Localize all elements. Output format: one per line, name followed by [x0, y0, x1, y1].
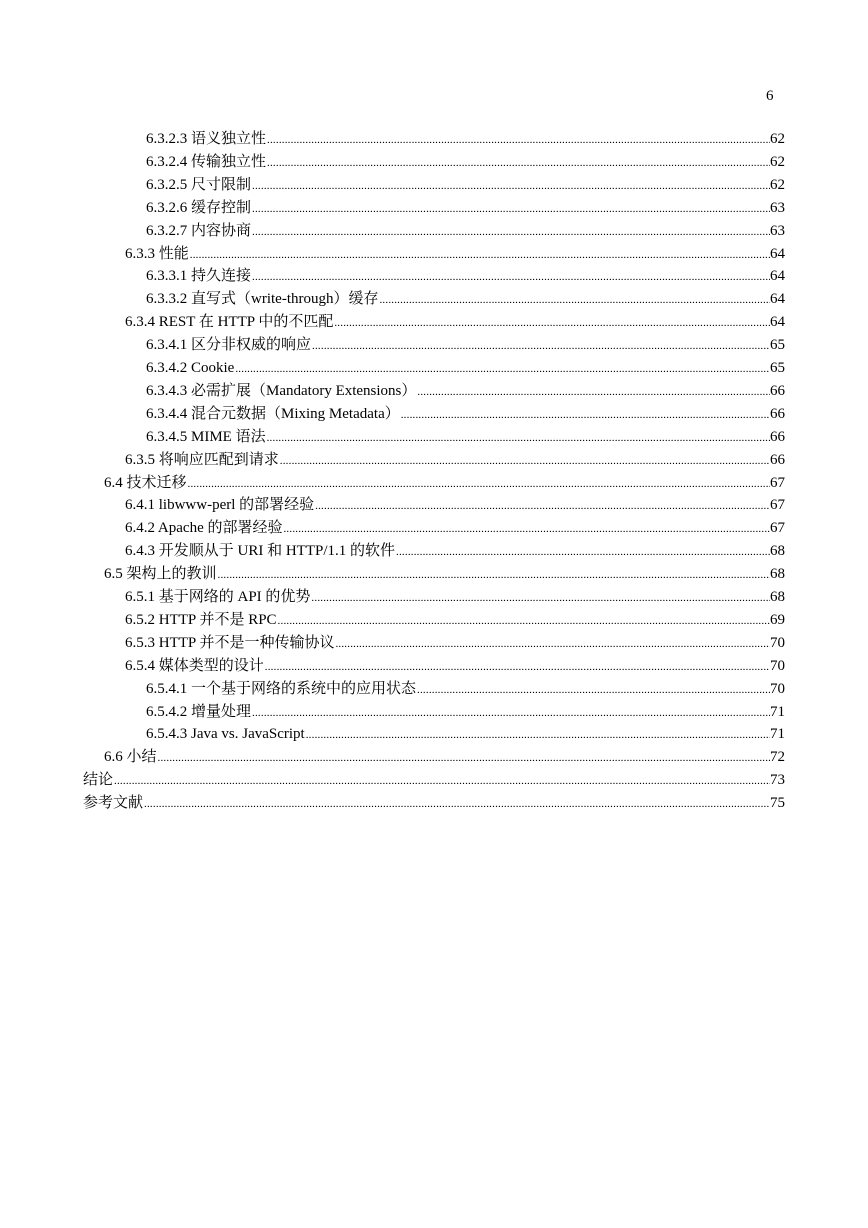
toc-entry[interactable] [104, 472, 785, 494]
toc-leader-dots [252, 175, 770, 197]
toc-entry-page: 70 [770, 681, 785, 697]
toc-leader-dots [267, 152, 770, 174]
toc-entry-page: 71 [770, 726, 785, 742]
toc-entry-title: 6.5.3 HTTP 并不是一种传输协议 [125, 635, 335, 651]
toc-leader-dots [267, 427, 770, 449]
toc-entry[interactable] [104, 746, 785, 768]
toc-entry-title: 6.3.2.6 缓存控制 [146, 200, 252, 216]
toc-entry-page: 72 [770, 749, 785, 765]
toc-leader-dots [283, 518, 770, 540]
toc-entry-page: 64 [770, 246, 785, 262]
toc-entry-title: 6.5.2 HTTP 并不是 RPC [125, 612, 277, 628]
toc-entry-page: 62 [770, 177, 785, 193]
toc-entry[interactable] [146, 380, 785, 402]
toc-leader-dots [218, 564, 770, 586]
toc-entry[interactable] [146, 334, 785, 356]
toc-leader-dots [401, 404, 770, 426]
toc-entry-page: 67 [770, 475, 785, 491]
toc-leader-dots [315, 495, 770, 517]
toc-entry-title: 6.3.4.1 区分非权威的响应 [146, 337, 312, 353]
toc-leader-dots [252, 702, 770, 724]
toc-entry-title: 6.4.1 libwww-perl 的部署经验 [125, 497, 315, 513]
toc-entry[interactable] [83, 792, 785, 814]
toc-entry[interactable] [146, 357, 785, 379]
toc-entry-page: 64 [770, 268, 785, 284]
toc-entry[interactable] [146, 678, 785, 700]
toc-leader-dots [252, 198, 770, 220]
toc-entry-page: 67 [770, 520, 785, 536]
toc-entry-title: 6.3.4.4 混合元数据（Mixing Metadata） [146, 406, 400, 422]
toc-entry-page: 64 [770, 314, 785, 330]
toc-entry[interactable] [146, 220, 785, 242]
toc-entry-page: 68 [770, 566, 785, 582]
toc-leader-dots [417, 381, 770, 403]
toc-entry[interactable] [146, 174, 785, 196]
toc-entry-page: 73 [770, 772, 785, 788]
toc-entry-title: 6.5.4 媒体类型的设计 [125, 658, 264, 674]
toc-entry[interactable] [125, 311, 785, 333]
toc-leader-dots [280, 450, 770, 472]
toc-entry-page: 62 [770, 154, 785, 170]
toc-entry-title: 6.5.4.2 增量处理 [146, 704, 252, 720]
toc-entry[interactable] [125, 586, 785, 608]
toc-entry[interactable] [146, 426, 785, 448]
toc-entry-page: 71 [770, 704, 785, 720]
toc-entry-page: 66 [770, 406, 785, 422]
toc-leader-dots [334, 312, 770, 334]
toc-leader-dots [306, 724, 770, 746]
toc-entry-title: 6.3.4.2 Cookie [146, 360, 235, 376]
toc-entry[interactable] [125, 609, 785, 631]
toc-entry[interactable] [146, 197, 785, 219]
toc-entry-page: 68 [770, 543, 785, 559]
toc-leader-dots [265, 656, 770, 678]
toc-entry-title: 6.3.4.3 必需扩展（Mandatory Extensions） [146, 383, 417, 399]
toc-entry-page: 65 [770, 360, 785, 376]
toc-leader-dots [267, 129, 770, 151]
toc-entry[interactable] [83, 769, 785, 791]
toc-leader-dots [144, 793, 770, 815]
toc-leader-dots [379, 289, 770, 311]
toc-entry[interactable] [146, 265, 785, 287]
toc-entry[interactable] [146, 723, 785, 745]
toc-leader-dots [252, 266, 770, 288]
toc-entry-title: 6.3.3.2 直写式（write-through）缓存 [146, 291, 379, 307]
toc-entry-page: 63 [770, 200, 785, 216]
toc-entry[interactable] [125, 655, 785, 677]
toc-entry-title: 6.3.4.5 MIME 语法 [146, 429, 266, 445]
toc-entry[interactable] [104, 563, 785, 585]
toc-entry-title: 参考文献 [83, 795, 144, 811]
toc-leader-dots [188, 473, 770, 495]
toc-entry[interactable] [146, 288, 785, 310]
toc-entry[interactable] [125, 243, 785, 265]
toc-entry-page: 68 [770, 589, 785, 605]
toc-entry[interactable] [125, 632, 785, 654]
toc-entry-page: 70 [770, 658, 785, 674]
toc-entry-title: 6.5.4.3 Java vs. JavaScript [146, 726, 305, 742]
toc-leader-dots [252, 221, 770, 243]
toc-entry-title: 6.3.2.5 尺寸限制 [146, 177, 252, 193]
toc-entry-title: 6.3.3.1 持久连接 [146, 268, 252, 284]
toc-entry-title: 结论 [83, 772, 114, 788]
toc-entry-page: 75 [770, 795, 785, 811]
toc-entry-page: 64 [770, 291, 785, 307]
toc-entry[interactable] [146, 403, 785, 425]
toc-entry-title: 6.4 技术迁移 [104, 475, 187, 491]
toc-entry-title: 6.5.4.1 一个基于网络的系统中的应用状态 [146, 681, 417, 697]
page-number: 6 [766, 88, 774, 104]
toc-entry-page: 62 [770, 131, 785, 147]
toc-entry-title: 6.3.4 REST 在 HTTP 中的不匹配 [125, 314, 334, 330]
toc-leader-dots [190, 244, 770, 266]
toc-entry-page: 69 [770, 612, 785, 628]
toc-entry[interactable] [125, 449, 785, 471]
toc-entry[interactable] [125, 517, 785, 539]
toc-entry-page: 70 [770, 635, 785, 651]
toc-leader-dots [312, 335, 770, 357]
toc-entry-page: 66 [770, 429, 785, 445]
toc-leader-dots [158, 747, 770, 769]
toc-entry[interactable] [125, 494, 785, 516]
toc-leader-dots [311, 587, 770, 609]
toc-leader-dots [114, 770, 770, 792]
toc-entry[interactable] [125, 540, 785, 562]
toc-entry-page: 63 [770, 223, 785, 239]
toc-leader-dots [396, 541, 770, 563]
toc-entry-title: 6.3.3 性能 [125, 246, 189, 262]
toc-entry[interactable] [146, 128, 785, 150]
toc-entry-title: 6.3.2.7 内容协商 [146, 223, 252, 239]
toc-entry-title: 6.3.2.4 传输独立性 [146, 154, 267, 170]
toc-entry-page: 65 [770, 337, 785, 353]
toc-entry-page: 66 [770, 452, 785, 468]
toc-leader-dots [335, 633, 770, 655]
toc-leader-dots [417, 679, 770, 701]
toc-entry-title: 6.4.3 开发顺从于 URI 和 HTTP/1.1 的软件 [125, 543, 396, 559]
toc-entry-title: 6.3.2.3 语义独立性 [146, 131, 267, 147]
toc-entry-title: 6.5 架构上的教训 [104, 566, 217, 582]
toc-entry[interactable] [146, 151, 785, 173]
toc-entry-title: 6.3.5 将响应匹配到请求 [125, 452, 279, 468]
toc-entry-title: 6.5.1 基于网络的 API 的优势 [125, 589, 311, 605]
toc-entry-title: 6.6 小结 [104, 749, 157, 765]
toc-entry[interactable] [146, 701, 785, 723]
toc-entry-title: 6.4.2 Apache 的部署经验 [125, 520, 283, 536]
toc-leader-dots [235, 358, 770, 380]
toc-entry-page: 67 [770, 497, 785, 513]
toc-entry-page: 66 [770, 383, 785, 399]
toc-leader-dots [278, 610, 770, 632]
